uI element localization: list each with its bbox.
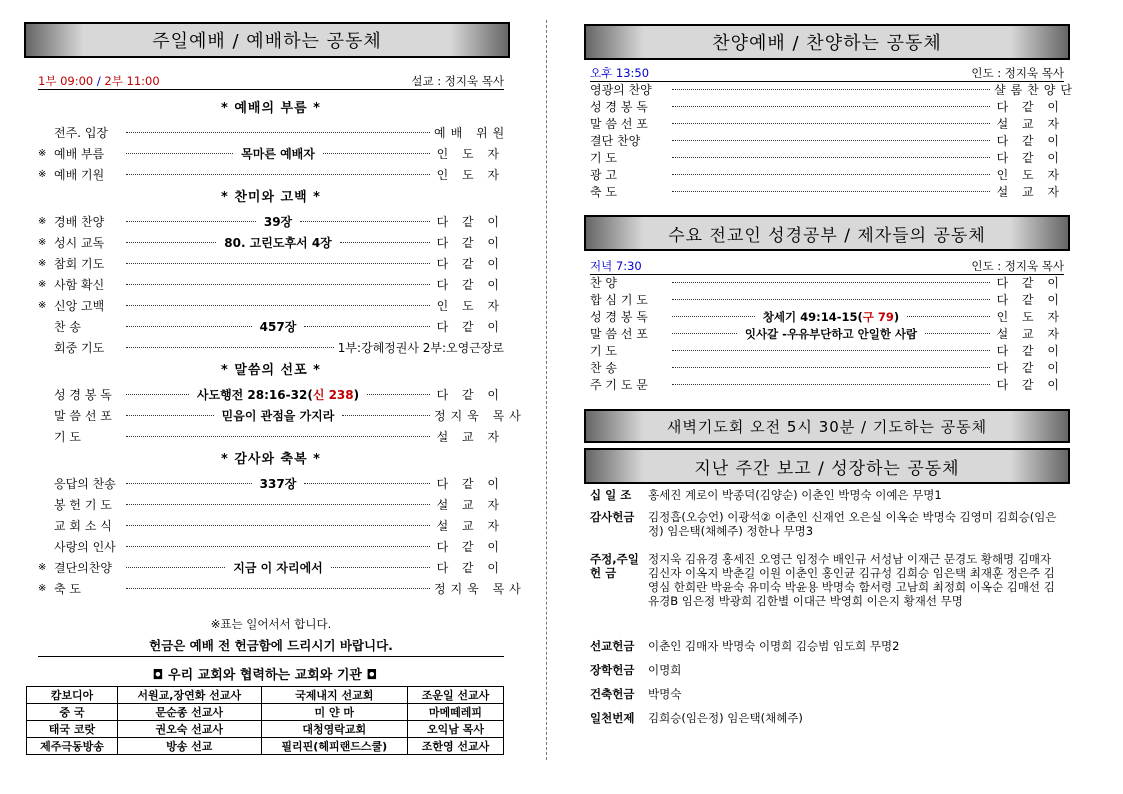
item-leader: 다 같 이: [436, 320, 504, 334]
service-times: [38, 73, 160, 89]
item-leader: 인 도 자: [996, 168, 1064, 182]
item-name: 성시 교독: [54, 236, 105, 250]
item-leader: 다 같 이: [436, 278, 504, 292]
dot-leader: [126, 263, 430, 264]
service-row: [38, 384, 504, 405]
program-row: [590, 98, 1064, 115]
dot-leader: [342, 415, 430, 416]
report-names: 이춘인 김매자 박명숙 이명희 김승범 임도희 무명2: [648, 639, 900, 653]
stand-mark: ※: [38, 148, 47, 159]
report-names: 이명희: [648, 663, 682, 677]
preacher-label: 설교 : 정지욱 목사: [411, 74, 504, 88]
item-name: 축 도: [590, 185, 617, 199]
item-name: 합 심 기 도: [590, 293, 648, 307]
program-row: [590, 359, 1064, 376]
dot-leader: [126, 174, 430, 175]
service-row: [38, 316, 504, 337]
wednesday-time-bar: [590, 258, 1064, 275]
section-title: * 예배의 부름 *: [221, 101, 321, 116]
service-row: [38, 536, 504, 557]
service-row: [38, 274, 504, 295]
item-content: [741, 326, 921, 342]
sunday-worship-title: 주일예배 / 예배하는 공동체: [24, 22, 510, 58]
partner-cell: 제주극동방송: [27, 738, 118, 755]
item-name: 축 도: [54, 582, 81, 596]
item-name: 봉 헌 기 도: [54, 498, 112, 512]
item-leader: 다 같 이: [996, 276, 1064, 290]
partners-row: [27, 687, 504, 704]
dot-leader: [672, 191, 990, 192]
offering-note: 헌금은 예배 전 헌금함에 드리시기 바랍니다.: [38, 636, 504, 657]
partner-cell: 권오숙 선교사: [117, 721, 261, 738]
item-name: 말 씀 선 포: [54, 409, 112, 423]
program-row: [590, 183, 1064, 200]
item-content: [218, 407, 339, 424]
report-label: 십 일 조: [590, 488, 632, 502]
report-entry: [590, 639, 1064, 653]
section-title: * 찬미와 고백 *: [221, 190, 321, 205]
content-text: 80. 고린도후서 4장: [224, 236, 332, 250]
item-name: 기 도: [54, 430, 81, 444]
service-row: [38, 232, 504, 253]
section-title: * 말씀의 선포 *: [221, 363, 321, 378]
report-names: 박명숙: [648, 687, 682, 701]
praise-order: [590, 81, 1077, 200]
content-close: ): [893, 309, 900, 324]
item-leader: 다 같 이: [436, 215, 505, 229]
service-row: [38, 426, 504, 447]
dot-leader: [126, 588, 430, 589]
dot-leader: [672, 350, 990, 351]
dot-leader: [126, 347, 334, 348]
item-leader: 설 교 자: [996, 117, 1064, 131]
second-service-time: 2부 11:00: [104, 74, 160, 88]
report-names: 김정흡(오승언) 이광석② 이춘인 신재언 오은실 이옥순 박명숙 김영미 김희승(임은정) 임은택(채혜주) 정한나 무명3: [648, 510, 1057, 538]
service-row: [38, 405, 526, 426]
content-text: 39장: [263, 215, 293, 229]
stand-mark: ※: [38, 258, 47, 269]
dot-leader: [304, 326, 430, 327]
report-label: 일천번제: [590, 711, 635, 725]
item-leader: 다 같 이: [436, 540, 504, 554]
item-name: 찬 송: [54, 320, 81, 334]
item-leader: 다 같 이: [436, 236, 505, 250]
item-leader: 다 같 이: [996, 344, 1064, 358]
item-name: 찬 송: [590, 361, 617, 375]
report-names: 정지욱 김유경 홍세진 오영근 임정수 배인규 서성남 이재근 문경도 황해명 김매자 김신자 이옥지 박춘길 이원 이춘인 홍인균 김규성 김희승 임은택 최재훈 정은주 김영심 한희란 박윤숙 유미숙 박윤용 박명숙 함서령 고남희 최정희 이옥순 김매선 김유경B 임은정 박광희 김한별 이대근 박영희 이은지 황재선 무명: [648, 552, 1055, 608]
program-row: [590, 308, 1064, 325]
program-row: [590, 166, 1064, 183]
item-content: [256, 475, 301, 492]
partners-title: ◘ 우리 교회와 협력하는 교회와 기관 ◘: [152, 668, 378, 683]
dawn-prayer-title: 새벽기도회 오전 5시 30분 / 기도하는 공동체: [584, 409, 1070, 443]
item-leader: 설 교 자: [436, 498, 504, 512]
item-name: 말 씀 선 포: [590, 327, 648, 341]
program-row: [590, 291, 1064, 308]
item-content: [759, 309, 903, 325]
item-leader: 다 같 이: [436, 477, 504, 491]
content-text: 457장: [259, 320, 297, 334]
hymnal-page: 신 238: [312, 388, 354, 402]
dot-leader: [126, 153, 233, 154]
content-text: 337장: [259, 477, 297, 491]
item-name: 결단의찬양: [54, 561, 112, 575]
report-entry: [590, 687, 1064, 701]
partners-row: [27, 721, 504, 738]
program-row: [590, 274, 1064, 291]
item-leader: 설 교 자: [436, 430, 504, 444]
report-entry: [590, 663, 1064, 677]
item-leader: 다 같 이: [996, 151, 1064, 165]
item-name: 예배 기원: [54, 168, 105, 182]
item-name: 회중 기도: [54, 341, 105, 355]
item-leader: 1부:강혜정권사 2부:오영근장로: [337, 341, 504, 355]
partner-cell: 캄보디아: [27, 687, 118, 704]
partner-cell: 마메떼레피: [407, 704, 503, 721]
item-content: [260, 213, 296, 230]
dot-leader: [672, 299, 990, 300]
dot-leader: [126, 525, 430, 526]
item-leader: 다 같 이: [996, 100, 1064, 114]
wednesday-time: 저녁 7:30: [590, 259, 642, 273]
order-of-service: [38, 96, 526, 599]
item-leader: 설 교 자: [436, 519, 504, 533]
wednesday-order: [590, 274, 1064, 393]
item-leader: 정지욱 목사: [434, 409, 526, 423]
partner-cell: 대청영락교회: [261, 721, 407, 738]
dot-leader: [126, 394, 189, 395]
report-label: 장학헌금: [590, 663, 635, 677]
item-name: 기 도: [590, 344, 617, 358]
partner-cell: 필리핀(헤피랜드스쿨): [261, 738, 407, 755]
item-leader: 설 교 자: [996, 185, 1064, 199]
partner-cell: 문순종 선교사: [117, 704, 261, 721]
item-content: [237, 145, 319, 162]
service-row: [38, 122, 510, 143]
dot-leader: [126, 567, 225, 568]
partner-cell: 중 국: [27, 704, 118, 721]
stand-mark: ※: [38, 300, 47, 311]
item-leader: 정지욱 목사: [434, 582, 526, 596]
report-entry: [590, 552, 1064, 608]
dot-leader: [672, 384, 990, 385]
service-row: [38, 337, 504, 358]
item-name: 기 도: [590, 151, 617, 165]
partner-cell: 조운일 선교사: [407, 687, 503, 704]
dot-leader: [126, 221, 256, 222]
item-name: 예배 부름: [54, 147, 105, 161]
dot-leader: [126, 483, 252, 484]
item-leader: 다 같 이: [436, 561, 505, 575]
item-name: 주 기 도 문: [590, 378, 648, 392]
dot-leader: [126, 546, 430, 547]
stand-mark: ※: [38, 583, 47, 594]
partner-cell: 태국 코랏: [27, 721, 118, 738]
section-title: * 감사와 축복 *: [221, 452, 321, 467]
item-name: 성 경 봉 독: [54, 388, 112, 402]
dot-leader: [126, 284, 430, 285]
item-leader: 샬롬찬양단: [994, 83, 1077, 97]
item-name: 신앙 고백: [54, 299, 105, 313]
report-label: 주정,주일 헌 금: [590, 552, 639, 580]
service-row: [38, 143, 504, 164]
item-name: 성 경 봉 독: [590, 310, 648, 324]
dot-leader: [340, 242, 430, 243]
dot-leader: [672, 106, 990, 107]
item-name: 결단 찬양: [590, 134, 641, 148]
service-row: [38, 494, 504, 515]
dot-leader: [672, 123, 990, 124]
service-row: [38, 578, 526, 599]
partners-table: [26, 686, 504, 755]
praise-worship-title: 찬양예배 / 찬양하는 공동체: [584, 24, 1070, 60]
dot-leader: [907, 316, 990, 317]
service-row: [38, 211, 504, 232]
weekly-report-title: 지난 주간 보고 / 성장하는 공동체: [584, 448, 1070, 484]
service-row: [38, 295, 504, 316]
item-leader: 다 같 이: [436, 388, 505, 402]
dot-leader: [672, 140, 990, 141]
program-row: [590, 81, 1077, 98]
item-name: 경배 찬양: [54, 215, 105, 229]
service-row: [38, 515, 504, 536]
dot-leader: [672, 157, 990, 158]
item-name: 영광의 찬양: [590, 83, 652, 97]
item-name: 응답의 찬송: [54, 477, 116, 491]
first-service-time: 1부 09:00: [38, 74, 94, 88]
praise-time: 오후 13:50: [590, 66, 650, 80]
stand-mark: ※: [38, 216, 47, 227]
content-text: 잇사갈 -우유부단하고 안일한 사람: [744, 326, 918, 341]
service-row: [38, 557, 504, 578]
content-text: 목마른 예배자: [241, 147, 315, 161]
report-names: 홍세진 계로이 박종덕(김양순) 이춘인 박명숙 이예은 무명1: [648, 488, 942, 502]
partner-cell: 국제내지 선교회: [261, 687, 407, 704]
partner-cell: 미 얀 마: [261, 704, 407, 721]
stand-mark: ※: [38, 562, 47, 573]
partners-row: [27, 704, 504, 721]
dot-leader: [126, 242, 216, 243]
content-close: ): [353, 388, 360, 402]
dot-leader: [126, 436, 430, 437]
item-leader: 다 같 이: [996, 361, 1064, 375]
dot-leader: [367, 394, 430, 395]
dot-leader: [672, 282, 990, 283]
item-leader: 다 같 이: [996, 378, 1064, 392]
weekly-report: [590, 488, 1064, 735]
item-name: 말 씀 선 포: [590, 117, 648, 131]
item-leader: 인 도 자: [436, 147, 505, 161]
item-name: 전주. 입장: [54, 126, 108, 140]
item-leader: 인 도 자: [436, 299, 504, 313]
praise-time-bar: [590, 65, 1064, 82]
partners-row: [27, 738, 504, 755]
dot-leader: [925, 333, 990, 334]
item-leader: 다 같 이: [996, 293, 1064, 307]
sunday-time-bar: [38, 73, 504, 90]
item-leader: 인 도 자: [996, 310, 1065, 324]
program-row: [590, 115, 1064, 132]
content-text: 사도행전 28:16-32(: [196, 388, 313, 402]
dot-leader: [126, 132, 430, 133]
dot-leader: [126, 326, 252, 327]
program-row: [590, 325, 1064, 342]
dot-leader: [126, 415, 214, 416]
stand-mark: ※: [38, 279, 47, 290]
partner-cell: 서원교,장연화 선교사: [117, 687, 261, 704]
report-entry: [590, 711, 1064, 725]
dot-leader: [323, 153, 430, 154]
scripture-page: 구 79: [862, 309, 894, 324]
partner-cell: 조한영 선교사: [407, 738, 503, 755]
report-label: 건축헌금: [590, 687, 635, 701]
dot-leader: [672, 316, 755, 317]
item-name: 교 회 소 식: [54, 519, 112, 533]
item-name: 성 경 봉 독: [590, 100, 648, 114]
wednesday-study-title: 수요 전교인 성경공부 / 제자들의 공동체: [584, 215, 1070, 251]
dot-leader: [304, 483, 430, 484]
item-name: 참회 기도: [54, 257, 105, 271]
stand-mark: ※: [38, 169, 47, 180]
service-row: [38, 164, 504, 185]
dot-leader: [126, 504, 430, 505]
item-leader: 예배 위원: [434, 126, 510, 140]
dot-leader: [300, 221, 430, 222]
dot-leader: [672, 333, 737, 334]
report-label: 선교헌금: [590, 639, 635, 653]
item-content: [220, 234, 336, 251]
service-row: [38, 473, 504, 494]
partner-cell: 방송 선교: [117, 738, 261, 755]
item-content: [193, 386, 363, 403]
wednesday-leader: 인도 : 정지욱 목사: [971, 259, 1064, 273]
item-leader: 다 같 이: [996, 134, 1064, 148]
dot-leader: [331, 567, 430, 568]
item-name: 광 고: [590, 168, 617, 182]
stand-mark: ※: [38, 237, 47, 248]
page-divider: [546, 20, 547, 760]
dot-leader: [126, 305, 430, 306]
dot-leader: [672, 367, 990, 368]
item-leader: 다 같 이: [436, 257, 504, 271]
program-row: [590, 149, 1064, 166]
service-row: [38, 253, 504, 274]
program-row: [590, 132, 1064, 149]
item-leader: 인 도 자: [436, 168, 504, 182]
dot-leader: [672, 89, 990, 90]
dot-leader: [672, 174, 990, 175]
partner-cell: 오익남 목사: [407, 721, 503, 738]
item-name: 사함 확신: [54, 278, 105, 292]
standing-note: ※표는 일어서서 합니다.: [210, 617, 332, 631]
program-row: [590, 342, 1064, 359]
content-text: 지금 이 자리에서: [233, 561, 323, 575]
item-name: 사랑의 인사: [54, 540, 116, 554]
item-content: [256, 318, 301, 335]
time-separator: /: [93, 74, 105, 88]
item-content: [229, 559, 327, 576]
report-entry: [590, 510, 1064, 538]
content-text: 창세기 49:14-15(: [762, 309, 863, 324]
report-label: 감사헌금: [590, 510, 635, 524]
content-text: 믿음이 관점을 가지라: [221, 409, 335, 423]
program-row: [590, 376, 1064, 393]
report-names: 김희승(임은정) 임은택(채혜주): [648, 711, 803, 725]
report-entry: [590, 488, 1064, 502]
item-leader: 설 교 자: [996, 327, 1064, 341]
praise-leader: 인도 : 정지욱 목사: [971, 66, 1064, 80]
item-name: 찬 양: [590, 276, 617, 290]
